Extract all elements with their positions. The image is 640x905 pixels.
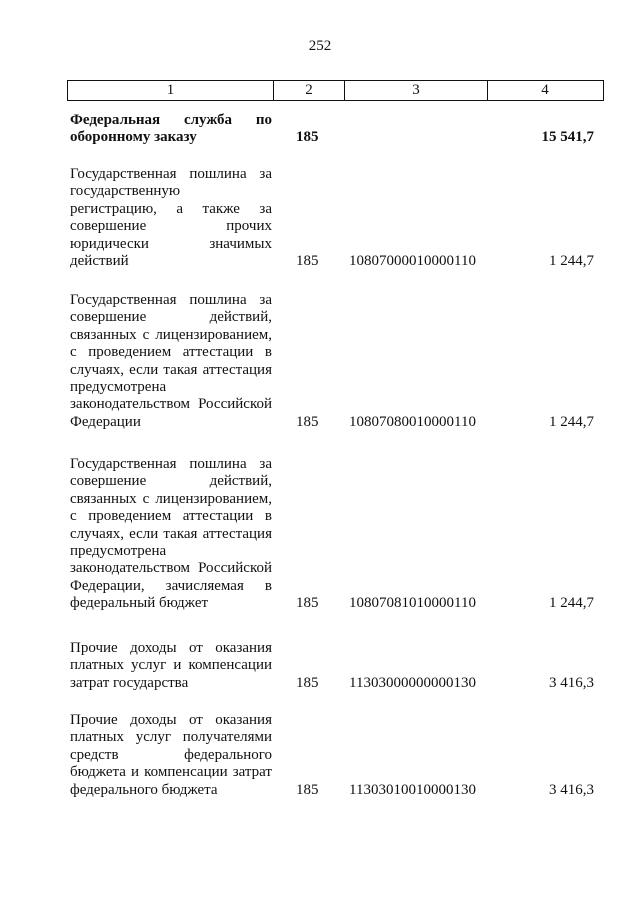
description-line: затрат государства	[70, 674, 189, 691]
row-code: 185	[296, 129, 319, 146]
row-kbk: 10807080010000110	[349, 413, 476, 430]
row-description	[70, 166, 272, 270]
description-line: случаях, если такая аттестация	[70, 525, 272, 542]
header-col-4: 4	[541, 82, 549, 98]
row-code: 185	[296, 413, 319, 430]
row-code: 185	[296, 595, 319, 612]
description-line: Прочие доходы от оказания	[70, 640, 272, 656]
row-kbk: 11303000000000130	[349, 674, 476, 691]
header-col-1: 1	[68, 81, 274, 100]
description-line: действий	[70, 253, 129, 270]
description-line: связанных с лицензированием,	[70, 490, 272, 507]
description-line: законодательством Российской	[70, 560, 272, 577]
description-line: бюджета и компенсации затрат	[70, 764, 272, 781]
row-description	[70, 112, 272, 147]
description-line: законодательством Российской	[70, 396, 272, 413]
description-line: случаях, если такая аттестация	[70, 361, 272, 378]
description-line: регистрацию, а также за	[70, 200, 272, 217]
row-amount: 1 244,7	[549, 413, 594, 430]
row-description	[70, 712, 272, 799]
page-number: 252	[308, 38, 332, 54]
row-amount: 1 244,7	[549, 595, 594, 612]
row-description	[70, 640, 272, 692]
description-line: Прочие доходы от оказания	[70, 712, 272, 728]
row-kbk: 10807081010000110	[349, 595, 476, 612]
description-line: федерального бюджета	[70, 781, 218, 798]
row-description	[70, 456, 272, 613]
description-line: совершение действий,	[70, 309, 272, 326]
description-line: Государственная пошлина за	[70, 166, 272, 182]
row-amount: 3 416,3	[549, 781, 594, 798]
description-line: платных услуг и компенсации	[70, 657, 272, 674]
row-amount: 3 416,3	[549, 674, 594, 691]
row-description	[70, 292, 272, 431]
row-amount: 15 541,7	[541, 129, 594, 146]
description-line: Федеральная служба по	[70, 112, 272, 128]
description-line: совершение прочих	[70, 218, 272, 235]
description-line: средств федерального	[70, 746, 272, 763]
row-kbk: 10807000010000110	[349, 253, 476, 269]
row-amount: 1 244,7	[549, 253, 594, 269]
row-code: 185	[296, 674, 319, 691]
header-col-3: 3	[345, 81, 488, 100]
description-line: платных услуг получателями	[70, 729, 272, 746]
description-line: предусмотрена	[70, 543, 167, 560]
header-col-2: 2	[274, 81, 345, 100]
description-line: оборонному заказу	[70, 129, 197, 146]
description-line: юридически значимых	[70, 235, 272, 252]
row-kbk: 11303010010000130	[349, 781, 476, 798]
description-line: с проведением аттестации в	[70, 508, 272, 525]
description-line: Федерации	[70, 413, 141, 430]
description-line: связанных с лицензированием,	[70, 326, 272, 343]
row-code: 185	[296, 781, 319, 798]
description-line: предусмотрена	[70, 379, 167, 396]
table-header	[67, 80, 604, 101]
description-line: федеральный бюджет	[70, 595, 209, 612]
description-line: Государственная пошлина за	[70, 456, 272, 472]
description-line: Государственная пошлина за	[70, 292, 272, 308]
description-line: государственную	[70, 183, 181, 200]
description-line: совершение действий,	[70, 473, 272, 490]
description-line: Федерации, зачисляемая в	[70, 577, 272, 594]
description-line: с проведением аттестации в	[70, 344, 272, 361]
row-code: 185	[296, 253, 319, 269]
